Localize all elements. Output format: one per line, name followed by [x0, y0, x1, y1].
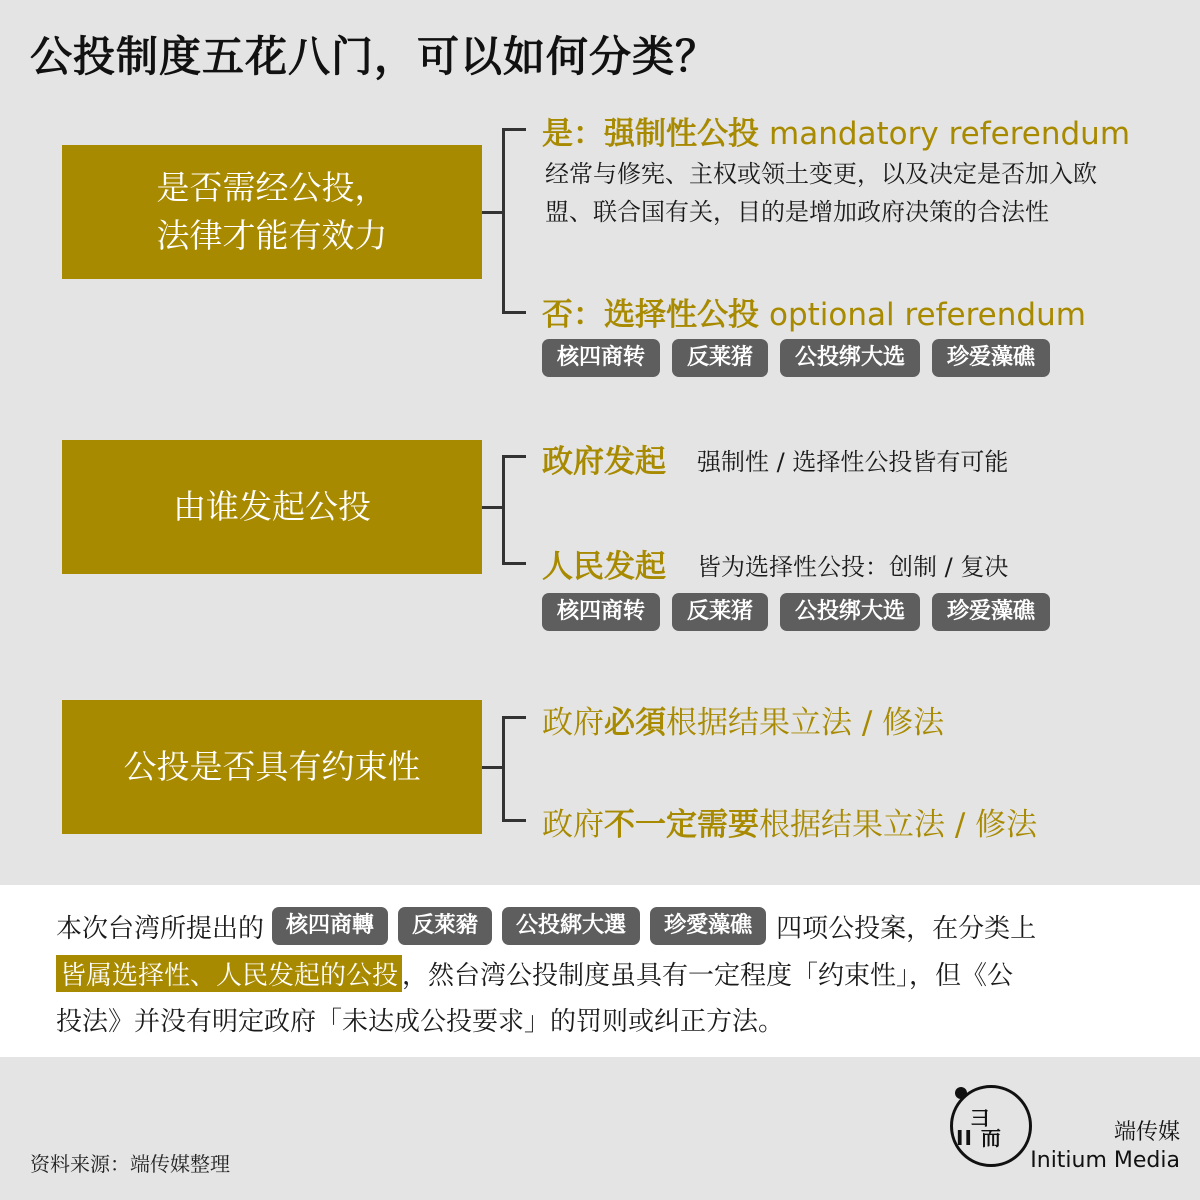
tag-item: 反莱猪 [672, 593, 768, 631]
summary-line-1 [56, 907, 1036, 945]
desc-line-2: 盟、联合国有关，目的是增加政府决策的合法性 [545, 198, 1049, 226]
gov-initiated-heading [542, 436, 666, 481]
opt-pre: 政府 [542, 807, 604, 843]
box-text: 公投是否具有约束性 [123, 747, 421, 786]
people-initiated-label: 人民发起 [542, 549, 666, 585]
bracket-2 [502, 455, 526, 565]
tag-row-2 [542, 593, 1050, 631]
tag-item: 反莱猪 [672, 339, 768, 377]
optional-en: optional referendum [769, 297, 1086, 333]
summary-panel [0, 885, 1200, 1057]
summary-tag: 反萊豬 [398, 907, 492, 945]
tag-row-1 [542, 339, 1050, 377]
tag-item: 公投绑大选 [780, 339, 920, 377]
opt-post: 根据结果立法 / 修法 [666, 705, 945, 741]
box-line-2: 法律才能有效力 [156, 216, 388, 255]
bracket-1 [502, 128, 526, 314]
summary-highlight: 皆属选择性、人民发起的公投 [56, 955, 402, 992]
mandatory-heading [542, 108, 1130, 153]
page-title: 公投制度五花八门，可以如何分类？ [30, 32, 719, 81]
desc-line-1: 经常与修宪、主权或领土变更，以及决定是否加入欧 [545, 160, 1097, 188]
optional-zh: 否：选择性公投 [542, 297, 759, 333]
tag-item: 珍爱藻礁 [932, 593, 1050, 631]
tag-item: 核四商转 [542, 593, 660, 631]
category-box-legal-effect [62, 145, 482, 279]
summary-text: ，然台湾公投制度虽具有一定程度「约束性」，但《公 [402, 961, 1014, 991]
connector-stub-1 [482, 211, 502, 214]
binding-option-must [542, 697, 944, 742]
summary-line-2 [56, 955, 1013, 992]
opt-pre: 政府 [542, 705, 604, 741]
summary-tag: 珍愛藻礁 [650, 907, 766, 945]
tag-item: 核四商转 [542, 339, 660, 377]
mandatory-zh: 是：强制性公投 [542, 116, 759, 152]
gov-initiated-label: 政府发起 [542, 444, 666, 480]
brand-name-zh: 端传媒 [1113, 1120, 1180, 1145]
summary-tag: 核四商轉 [272, 907, 388, 945]
summary-text: 本次台湾所提出的 [56, 913, 265, 944]
gov-initiated-desc: 强制性 / 选择性公投皆有可能 [697, 448, 1009, 476]
bracket-3 [502, 716, 526, 822]
logo-dot-icon [955, 1087, 967, 1099]
logo-glyph-icon: 彐 II 而 [956, 1106, 1002, 1150]
mandatory-en: mandatory referendum [769, 116, 1131, 152]
summary-text: 投法》并没有明定政府「未达成公投要求」的罚则或纠正方法。 [56, 1007, 785, 1037]
tag-item: 公投绑大选 [780, 593, 920, 631]
opt-post: 根据结果立法 / 修法 [759, 807, 1038, 843]
box-line-1: 是否需经公投， [156, 168, 388, 207]
people-initiated-desc: 皆为选择性公投：创制 / 复决 [697, 553, 1009, 581]
people-initiated-heading [542, 541, 666, 586]
summary-tag: 公投綁大選 [502, 907, 640, 945]
opt-bold: 不一定需要 [604, 807, 759, 843]
tag-item: 珍爱藻礁 [932, 339, 1050, 377]
connector-stub-2 [482, 506, 502, 509]
category-box-initiator [62, 440, 482, 574]
binding-option-not-required [542, 799, 1037, 844]
optional-heading [542, 289, 1086, 334]
opt-bold: 必須 [604, 705, 666, 741]
summary-text: 四项公投案，在分类上 [776, 913, 1037, 944]
summary-line-3 [56, 1001, 784, 1038]
box-text: 由谁发起公投 [173, 487, 371, 526]
source-note: 资料来源：端传媒整理 [30, 1152, 230, 1176]
category-box-binding [62, 700, 482, 834]
mandatory-description [545, 155, 1097, 231]
connector-stub-3 [482, 766, 502, 769]
brand-name-en: Initium Media [1030, 1148, 1180, 1173]
